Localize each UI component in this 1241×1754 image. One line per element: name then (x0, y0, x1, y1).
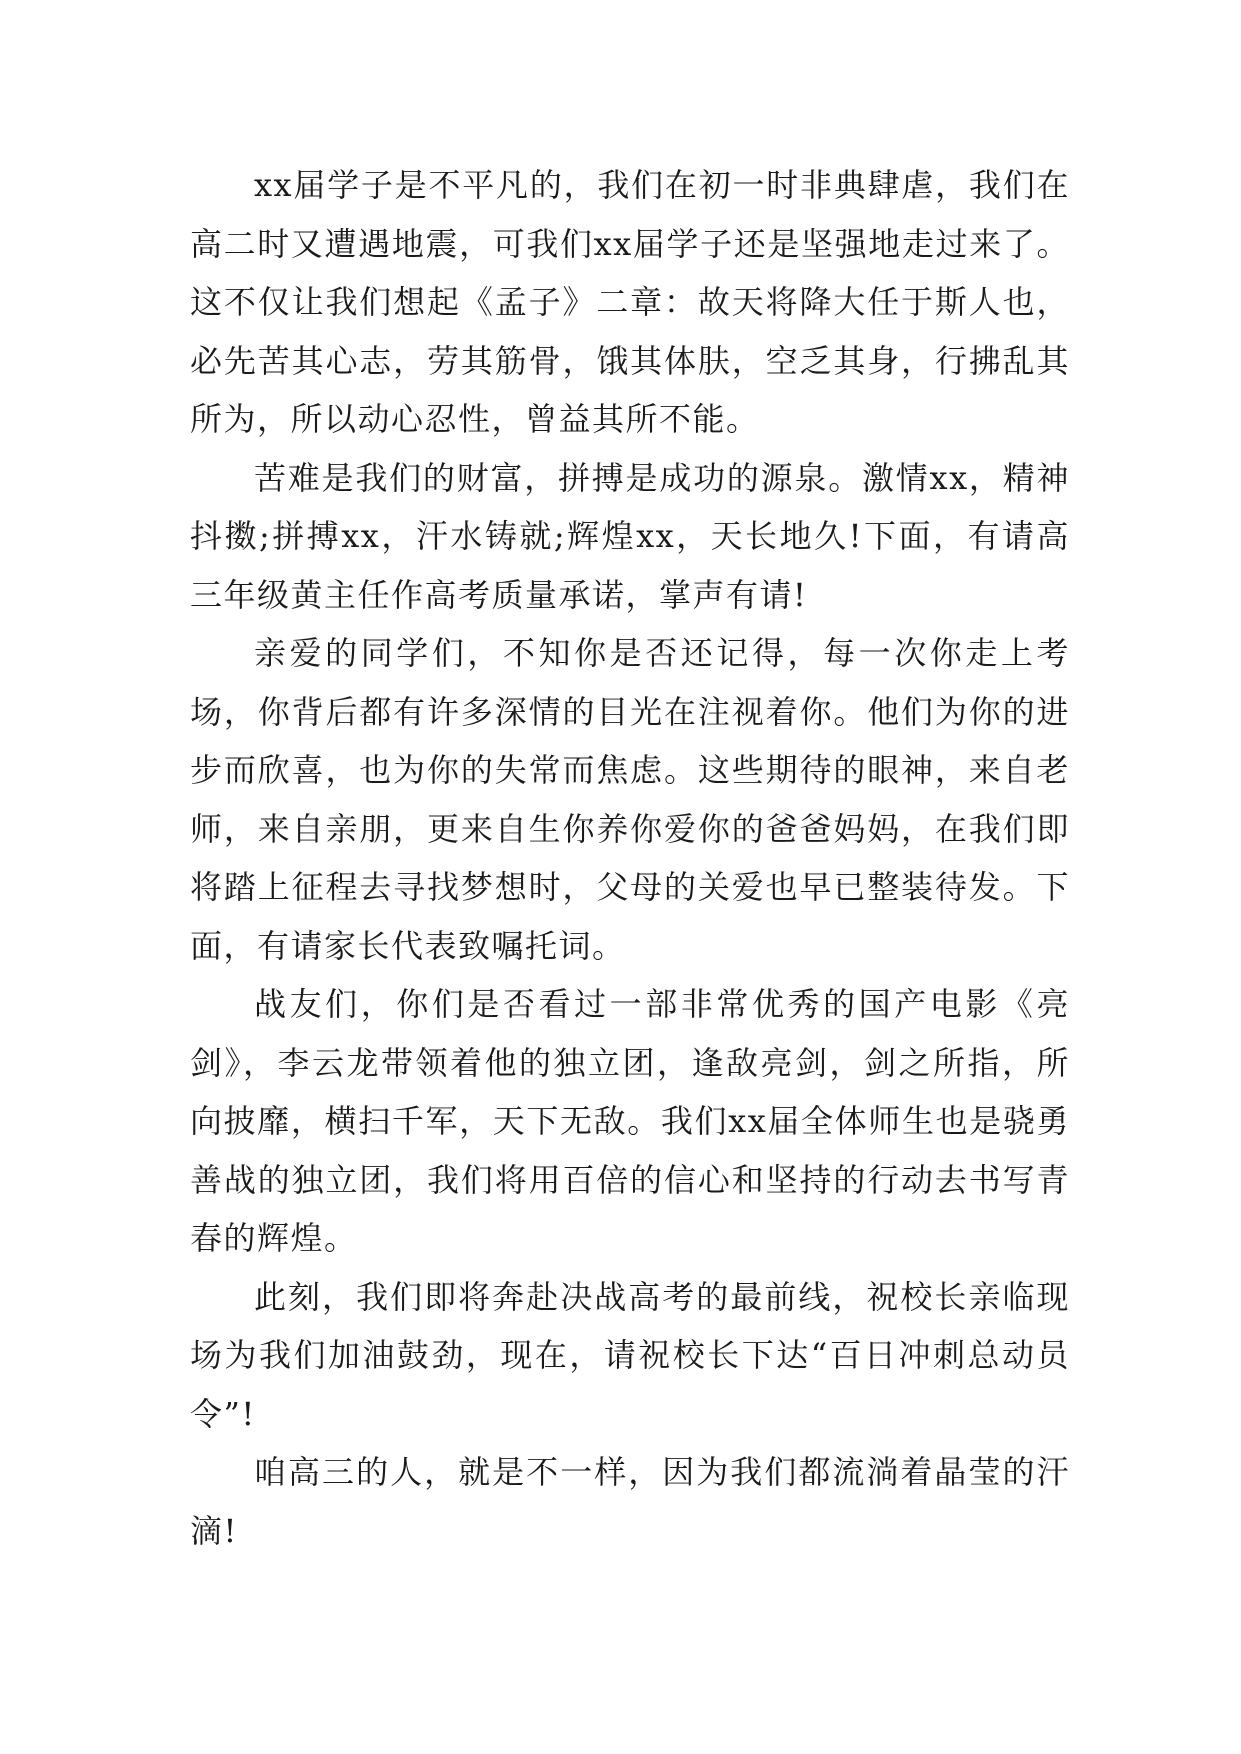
paragraph-3: 亲爱的同学们，不知你是否还记得，每一次你走上考场，你背后都有许多深情的目光在注视着你。他们为你的进步而欣喜，也为你的失常而焦虑。这些期待的眼神，来自老师，来自亲朋，更来自生你养你爱你的爸爸妈妈，在我们即将踏上征程去寻找梦想时，父母的关爱也早已整装待发。下面，有请家长代表致嘱托词。 (190, 634, 1070, 965)
paragraph-5: 此刻，我们即将奔赴决战高考的最前线，祝校长亲临现场为我们加油鼓劲，现在，请祝校长下达“百日冲刺总动员令”! (190, 1277, 1070, 1433)
paragraph-6: 咱高三的人，就是不一样，因为我们都流淌着晶莹的汗滴! (190, 1453, 1070, 1550)
document-body (190, 156, 1070, 1560)
paragraph-1: xx届学子是不平凡的，我们在初一时非典肆虐，我们在高二时又遭遇地震，可我们xx届学子还是坚强地走过来了。这不仅让我们想起《孟子》二章：故天将降大任于斯人也，必先苦其心志，劳其筋骨，饿其体肤，空乏其身，行拂乱其所为，所以动心忍性，曾益其所不能。 (190, 166, 1070, 438)
paragraph-2: 苦难是我们的财富，拼搏是成功的源泉。激情xx，精神抖擞;拼搏xx，汗水铸就;辉煌xx，天长地久!下面，有请高三年级黄主任作高考质量承诺，掌声有请! (190, 458, 1070, 614)
paragraph-4: 战友们，你们是否看过一部非常优秀的国产电影《亮剑》，李云龙带领着他的独立团，逢敌亮剑，剑之所指，所向披靡，横扫千军，天下无敌。我们xx届全体师生也是骁勇善战的独立团，我们将用百倍的信心和坚持的行动去书写青春的辉煌。 (190, 985, 1070, 1257)
